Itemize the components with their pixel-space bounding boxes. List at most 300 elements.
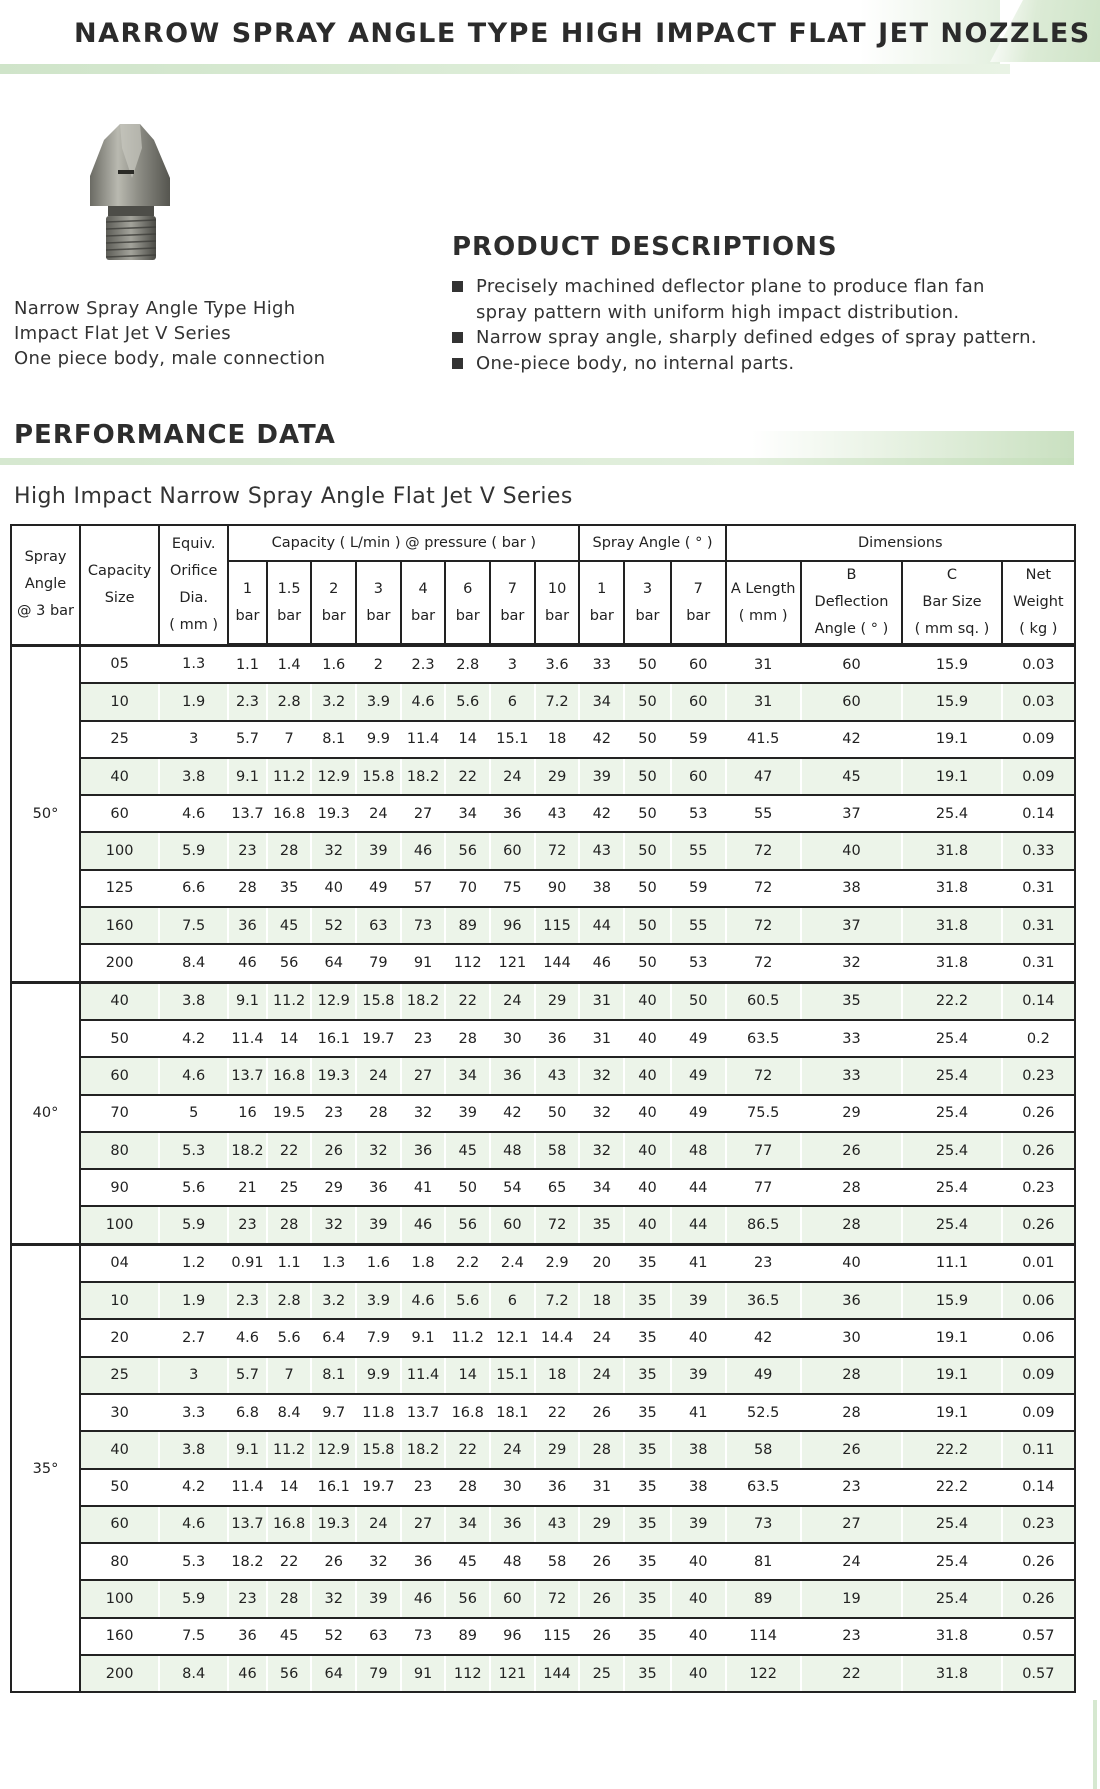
table-cell: 40 <box>624 1095 671 1132</box>
table-cell: 29 <box>801 1095 903 1132</box>
table-cell: 18.2 <box>228 1543 267 1580</box>
table-cell: 4.2 <box>159 1469 228 1506</box>
table-cell: 28 <box>267 1206 312 1244</box>
table-cell: 100 <box>80 832 159 869</box>
table-cell: 39 <box>445 1095 490 1132</box>
table-cell: 53 <box>671 944 726 982</box>
caption-line: One piece body, male connection <box>14 348 326 369</box>
table-row <box>11 1206 1075 1244</box>
table-cell: 15.9 <box>902 1282 1001 1319</box>
performance-underline <box>0 458 1074 465</box>
table-cell: 15.8 <box>356 1431 401 1468</box>
table-cell: 2.8 <box>267 1282 312 1319</box>
table-cell: 29 <box>311 1169 356 1206</box>
table-cell: 32 <box>311 1206 356 1244</box>
table-cell: 21 <box>228 1169 267 1206</box>
header-capacity-pressure-6: 7 bar <box>490 561 535 645</box>
table-cell: 36 <box>801 1282 903 1319</box>
table-cell: 15.8 <box>356 982 401 1020</box>
table-cell: 1.3 <box>159 645 228 683</box>
table-cell: 80 <box>80 1543 159 1580</box>
table-cell: 19.1 <box>902 1319 1001 1356</box>
table-cell: 3.3 <box>159 1394 228 1431</box>
table-cell: 25 <box>80 721 159 758</box>
table-cell: 0.09 <box>1002 1394 1075 1431</box>
table-cell: 55 <box>671 907 726 944</box>
table-cell: 28 <box>228 870 267 907</box>
table-cell: 114 <box>726 1618 801 1655</box>
table-cell: 22 <box>267 1132 312 1169</box>
table-cell: 1.3 <box>311 1244 356 1282</box>
table-cell: 53 <box>671 795 726 832</box>
table-cell: 25 <box>267 1169 312 1206</box>
table-cell: 5.6 <box>445 683 490 720</box>
table-cell: 0.14 <box>1002 982 1075 1020</box>
table-cell: 50 <box>624 645 671 683</box>
table-cell: 31 <box>579 1469 624 1506</box>
table-cell: 24 <box>356 795 401 832</box>
table-cell: 0.23 <box>1002 1506 1075 1543</box>
table-cell: 63.5 <box>726 1469 801 1506</box>
table-cell: 26 <box>311 1543 356 1580</box>
table-cell: 60 <box>801 645 903 683</box>
table-cell: 28 <box>267 832 312 869</box>
table-cell: 44 <box>579 907 624 944</box>
table-cell: 28 <box>445 1469 490 1506</box>
table-cell: 91 <box>401 1655 446 1692</box>
table-cell: 50 <box>624 721 671 758</box>
table-cell: 90 <box>80 1169 159 1206</box>
table-cell: 125 <box>80 870 159 907</box>
table-cell: 50 <box>624 907 671 944</box>
table-cell: 112 <box>445 944 490 982</box>
table-cell: 18.2 <box>228 1132 267 1169</box>
performance-table-wrapper <box>10 524 1076 1693</box>
table-row <box>11 1655 1075 1692</box>
table-cell: 24 <box>356 1506 401 1543</box>
table-cell: 1.2 <box>159 1244 228 1282</box>
table-cell: 16.8 <box>445 1394 490 1431</box>
table-cell: 27 <box>401 1506 446 1543</box>
table-row <box>11 1580 1075 1617</box>
table-cell: 49 <box>671 1020 726 1057</box>
table-cell: 42 <box>579 721 624 758</box>
table-cell: 37 <box>801 907 903 944</box>
table-cell: 79 <box>356 944 401 982</box>
table-cell: 39 <box>579 758 624 795</box>
table-cell: 0.03 <box>1002 645 1075 683</box>
table-cell: 3 <box>159 721 228 758</box>
table-cell: 36 <box>535 1020 580 1057</box>
table-cell: 28 <box>579 1431 624 1468</box>
table-cell: 3.8 <box>159 1431 228 1468</box>
table-cell: 0.14 <box>1002 1469 1075 1506</box>
table-cell: 34 <box>445 1057 490 1094</box>
table-cell: 100 <box>80 1206 159 1244</box>
table-cell: 70 <box>445 870 490 907</box>
table-cell: 56 <box>445 1206 490 1244</box>
header-angle-pressure-1: 3 bar <box>624 561 671 645</box>
table-cell: 20 <box>80 1319 159 1356</box>
table-cell: 43 <box>535 1057 580 1094</box>
table-cell: 2.8 <box>267 683 312 720</box>
table-cell: 37 <box>801 795 903 832</box>
table-cell: 96 <box>490 1618 535 1655</box>
table-cell: 55 <box>671 832 726 869</box>
description-text: Precisely machined deflector plane to produce flan fan <box>476 276 985 297</box>
table-cell: 7.5 <box>159 1618 228 1655</box>
table-cell: 50 <box>624 758 671 795</box>
table-cell: 43 <box>535 1506 580 1543</box>
table-cell: 3 <box>159 1357 228 1394</box>
table-cell: 4.6 <box>159 1057 228 1094</box>
caption-line: Narrow Spray Angle Type High <box>14 298 296 319</box>
table-cell: 52.5 <box>726 1394 801 1431</box>
table-cell: 32 <box>401 1095 446 1132</box>
table-cell: 40 <box>624 1057 671 1094</box>
table-cell: 16.8 <box>267 795 312 832</box>
table-cell: 31 <box>726 683 801 720</box>
table-cell: 0.31 <box>1002 907 1075 944</box>
table-cell: 18.1 <box>490 1394 535 1431</box>
table-cell: 1.4 <box>267 645 312 683</box>
table-cell: 0.91 <box>228 1244 267 1282</box>
table-row <box>11 795 1075 832</box>
table-cell: 15.1 <box>490 721 535 758</box>
table-cell: 19.1 <box>902 1394 1001 1431</box>
table-cell: 36 <box>228 1618 267 1655</box>
table-cell: 35 <box>579 1206 624 1244</box>
header-angle-pressure-0: 1 bar <box>579 561 624 645</box>
table-cell: 4.2 <box>159 1020 228 1057</box>
table-row <box>11 982 1075 1020</box>
table-row <box>11 1132 1075 1169</box>
table-cell: 60 <box>671 645 726 683</box>
table-cell: 29 <box>535 1431 580 1468</box>
table-cell: 14 <box>445 1357 490 1394</box>
table-cell: 28 <box>356 1095 401 1132</box>
table-row <box>11 1282 1075 1319</box>
table-cell: 0.23 <box>1002 1169 1075 1206</box>
table-cell: 73 <box>726 1506 801 1543</box>
table-cell: 40 <box>624 982 671 1020</box>
description-item <box>452 325 1037 351</box>
table-row <box>11 1020 1075 1057</box>
table-cell: 44 <box>671 1169 726 1206</box>
table-cell: 19.1 <box>902 721 1001 758</box>
description-text: Narrow spray angle, sharply defined edges of spray pattern. <box>476 327 1037 348</box>
table-cell: 46 <box>579 944 624 982</box>
table-cell: 16.1 <box>311 1469 356 1506</box>
square-bullet-icon <box>452 281 463 292</box>
table-cell: 3.8 <box>159 758 228 795</box>
table-cell: 1.9 <box>159 683 228 720</box>
table-cell: 11.4 <box>228 1020 267 1057</box>
table-cell: 2.9 <box>535 1244 580 1282</box>
table-cell: 36 <box>490 1506 535 1543</box>
table-cell: 60 <box>80 1506 159 1543</box>
table-row <box>11 1057 1075 1094</box>
spray-angle-group-label: 35° <box>11 1244 80 1692</box>
table-cell: 100 <box>80 1580 159 1617</box>
table-cell: 40 <box>671 1580 726 1617</box>
table-cell: 0.26 <box>1002 1132 1075 1169</box>
table-cell: 5.7 <box>228 721 267 758</box>
table-cell: 60 <box>671 758 726 795</box>
table-cell: 18 <box>535 1357 580 1394</box>
table-cell: 36 <box>490 1057 535 1094</box>
table-row <box>11 721 1075 758</box>
table-cell: 19.7 <box>356 1020 401 1057</box>
table-cell: 35 <box>624 1618 671 1655</box>
square-bullet-icon <box>452 358 463 369</box>
table-cell: 25.4 <box>902 1095 1001 1132</box>
table-cell: 46 <box>228 1655 267 1692</box>
table-cell: 6.8 <box>228 1394 267 1431</box>
table-cell: 40 <box>80 1431 159 1468</box>
header-net-weight: Net Weight ( kg ) <box>1002 561 1075 645</box>
table-cell: 3 <box>490 645 535 683</box>
table-cell: 0.01 <box>1002 1244 1075 1282</box>
table-cell: 0.23 <box>1002 1057 1075 1094</box>
table-cell: 27 <box>801 1506 903 1543</box>
table-cell: 8.1 <box>311 1357 356 1394</box>
caption-line: Impact Flat Jet V Series <box>14 323 231 344</box>
table-cell: 5.9 <box>159 1580 228 1617</box>
table-cell: 50 <box>80 1469 159 1506</box>
table-cell: 29 <box>535 758 580 795</box>
table-cell: 32 <box>579 1057 624 1094</box>
table-cell: 30 <box>490 1469 535 1506</box>
table-cell: 8.4 <box>159 1655 228 1692</box>
table-cell: 9.9 <box>356 721 401 758</box>
header-dim-c: C Bar Size ( mm sq. ) <box>902 561 1001 645</box>
header-capacity-pressure-2: 2 bar <box>311 561 356 645</box>
table-cell: 5.7 <box>228 1357 267 1394</box>
table-cell: 72 <box>726 907 801 944</box>
table-cell: 50 <box>445 1169 490 1206</box>
table-cell: 45 <box>801 758 903 795</box>
table-cell: 14 <box>267 1469 312 1506</box>
table-cell: 15.9 <box>902 683 1001 720</box>
table-cell: 63 <box>356 907 401 944</box>
table-cell: 5.6 <box>159 1169 228 1206</box>
table-cell: 2.4 <box>490 1244 535 1282</box>
table-row <box>11 832 1075 869</box>
description-item <box>452 274 1037 300</box>
table-cell: 44 <box>671 1206 726 1244</box>
table-cell: 52 <box>311 907 356 944</box>
table-cell: 26 <box>579 1394 624 1431</box>
table-cell: 40 <box>801 832 903 869</box>
header-capacity-pressure-4: 4 bar <box>401 561 446 645</box>
table-cell: 60 <box>801 683 903 720</box>
table-cell: 35 <box>624 1543 671 1580</box>
header-capacity-pressure-0: 1 bar <box>228 561 267 645</box>
square-bullet-icon <box>452 332 463 343</box>
table-cell: 72 <box>535 1580 580 1617</box>
table-cell: 0.06 <box>1002 1319 1075 1356</box>
table-row <box>11 1618 1075 1655</box>
table-cell: 16.8 <box>267 1506 312 1543</box>
table-cell: 200 <box>80 1655 159 1692</box>
table-cell: 7 <box>267 1357 312 1394</box>
table-cell: 4.6 <box>401 683 446 720</box>
table-cell: 41.5 <box>726 721 801 758</box>
table-cell: 6.4 <box>311 1319 356 1356</box>
table-cell: 11.4 <box>401 1357 446 1394</box>
table-cell: 11.4 <box>228 1469 267 1506</box>
table-cell: 30 <box>490 1020 535 1057</box>
table-cell: 27 <box>401 795 446 832</box>
table-cell: 5.6 <box>445 1282 490 1319</box>
table-cell: 28 <box>267 1580 312 1617</box>
table-cell: 41 <box>671 1244 726 1282</box>
table-cell: 22 <box>445 982 490 1020</box>
table-cell: 0.09 <box>1002 1357 1075 1394</box>
table-cell: 1.6 <box>356 1244 401 1282</box>
table-cell: 36 <box>401 1132 446 1169</box>
table-cell: 1.1 <box>228 645 267 683</box>
table-cell: 50 <box>624 683 671 720</box>
table-cell: 36 <box>490 795 535 832</box>
table-cell: 14 <box>445 721 490 758</box>
table-cell: 40 <box>311 870 356 907</box>
table-cell: 30 <box>801 1319 903 1356</box>
table-cell: 90 <box>535 870 580 907</box>
table-cell: 22 <box>801 1655 903 1692</box>
table-cell: 38 <box>579 870 624 907</box>
table-cell: 81 <box>726 1543 801 1580</box>
table-cell: 23 <box>401 1469 446 1506</box>
table-cell: 121 <box>490 944 535 982</box>
table-cell: 0.31 <box>1002 944 1075 982</box>
table-cell: 29 <box>579 1506 624 1543</box>
table-cell: 96 <box>490 907 535 944</box>
table-cell: 4.6 <box>228 1319 267 1356</box>
table-cell: 40 <box>671 1618 726 1655</box>
table-cell: 2.8 <box>445 645 490 683</box>
flat-jet-nozzle-icon <box>82 118 182 268</box>
table-cell: 2.2 <box>445 1244 490 1282</box>
table-cell: 36 <box>401 1543 446 1580</box>
table-cell: 40 <box>671 1319 726 1356</box>
table-cell: 11.8 <box>356 1394 401 1431</box>
table-cell: 200 <box>80 944 159 982</box>
table-cell: 24 <box>801 1543 903 1580</box>
product-caption <box>14 296 325 371</box>
table-cell: 58 <box>535 1132 580 1169</box>
table-cell: 23 <box>801 1469 903 1506</box>
table-cell: 35 <box>624 1469 671 1506</box>
table-cell: 16.8 <box>267 1057 312 1094</box>
table-cell: 22 <box>267 1543 312 1580</box>
table-cell: 15.1 <box>490 1357 535 1394</box>
table-cell: 12.9 <box>311 1431 356 1468</box>
table-cell: 0.26 <box>1002 1543 1075 1580</box>
table-cell: 23 <box>401 1020 446 1057</box>
table-cell: 63 <box>356 1618 401 1655</box>
table-cell: 11.2 <box>267 982 312 1020</box>
table-cell: 72 <box>726 832 801 869</box>
table-cell: 65 <box>535 1169 580 1206</box>
table-cell: 23 <box>228 832 267 869</box>
table-cell: 32 <box>801 944 903 982</box>
table-cell: 0.57 <box>1002 1618 1075 1655</box>
table-row <box>11 907 1075 944</box>
table-cell: 47 <box>726 758 801 795</box>
table-cell: 0.09 <box>1002 758 1075 795</box>
table-cell: 45 <box>267 1618 312 1655</box>
table-cell: 0.14 <box>1002 795 1075 832</box>
table-cell: 4.6 <box>159 1506 228 1543</box>
table-cell: 40 <box>801 1244 903 1282</box>
table-cell: 35 <box>624 1319 671 1356</box>
table-cell: 5.3 <box>159 1543 228 1580</box>
table-cell: 31 <box>579 982 624 1020</box>
table-cell: 3.2 <box>311 683 356 720</box>
header-dim-a: A Length ( mm ) <box>726 561 801 645</box>
table-cell: 28 <box>445 1020 490 1057</box>
table-cell: 32 <box>579 1132 624 1169</box>
header-dim-b: B Deflection Angle ( ° ) <box>801 561 903 645</box>
table-cell: 41 <box>401 1169 446 1206</box>
table-cell: 73 <box>401 1618 446 1655</box>
table-cell: 28 <box>801 1394 903 1431</box>
table-cell: 32 <box>579 1095 624 1132</box>
table-cell: 72 <box>535 832 580 869</box>
table-row <box>11 758 1075 795</box>
table-cell: 1.8 <box>401 1244 446 1282</box>
table-cell: 32 <box>311 832 356 869</box>
table-cell: 40 <box>80 758 159 795</box>
table-cell: 35 <box>624 1244 671 1282</box>
table-cell: 50 <box>624 870 671 907</box>
table-cell: 41 <box>671 1394 726 1431</box>
table-cell: 22.2 <box>902 1431 1001 1468</box>
table-cell: 6 <box>490 683 535 720</box>
header-capacity-pressure-1: 1.5 bar <box>267 561 312 645</box>
table-cell: 16.1 <box>311 1020 356 1057</box>
table-cell: 42 <box>490 1095 535 1132</box>
table-cell: 7.5 <box>159 907 228 944</box>
table-row <box>11 683 1075 720</box>
table-cell: 36 <box>535 1469 580 1506</box>
table-cell: 11.1 <box>902 1244 1001 1282</box>
table-cell: 56 <box>267 944 312 982</box>
table-row <box>11 1169 1075 1206</box>
table-cell: 40 <box>671 1655 726 1692</box>
table-cell: 7.2 <box>535 683 580 720</box>
table-cell: 49 <box>356 870 401 907</box>
spray-angle-group-label: 50° <box>11 645 80 982</box>
table-cell: 7.9 <box>356 1319 401 1356</box>
table-cell: 24 <box>490 982 535 1020</box>
table-cell: 0.26 <box>1002 1095 1075 1132</box>
table-cell: 50 <box>624 944 671 982</box>
table-cell: 29 <box>535 982 580 1020</box>
page-banner <box>0 0 1100 76</box>
spray-angle-group-label: 40° <box>11 982 80 1244</box>
table-cell: 64 <box>311 944 356 982</box>
table-cell: 26 <box>801 1132 903 1169</box>
table-cell: 72 <box>726 1057 801 1094</box>
table-row <box>11 1431 1075 1468</box>
table-cell: 26 <box>579 1580 624 1617</box>
table-cell: 56 <box>445 832 490 869</box>
table-cell: 40 <box>80 982 159 1020</box>
table-cell: 40 <box>671 1543 726 1580</box>
